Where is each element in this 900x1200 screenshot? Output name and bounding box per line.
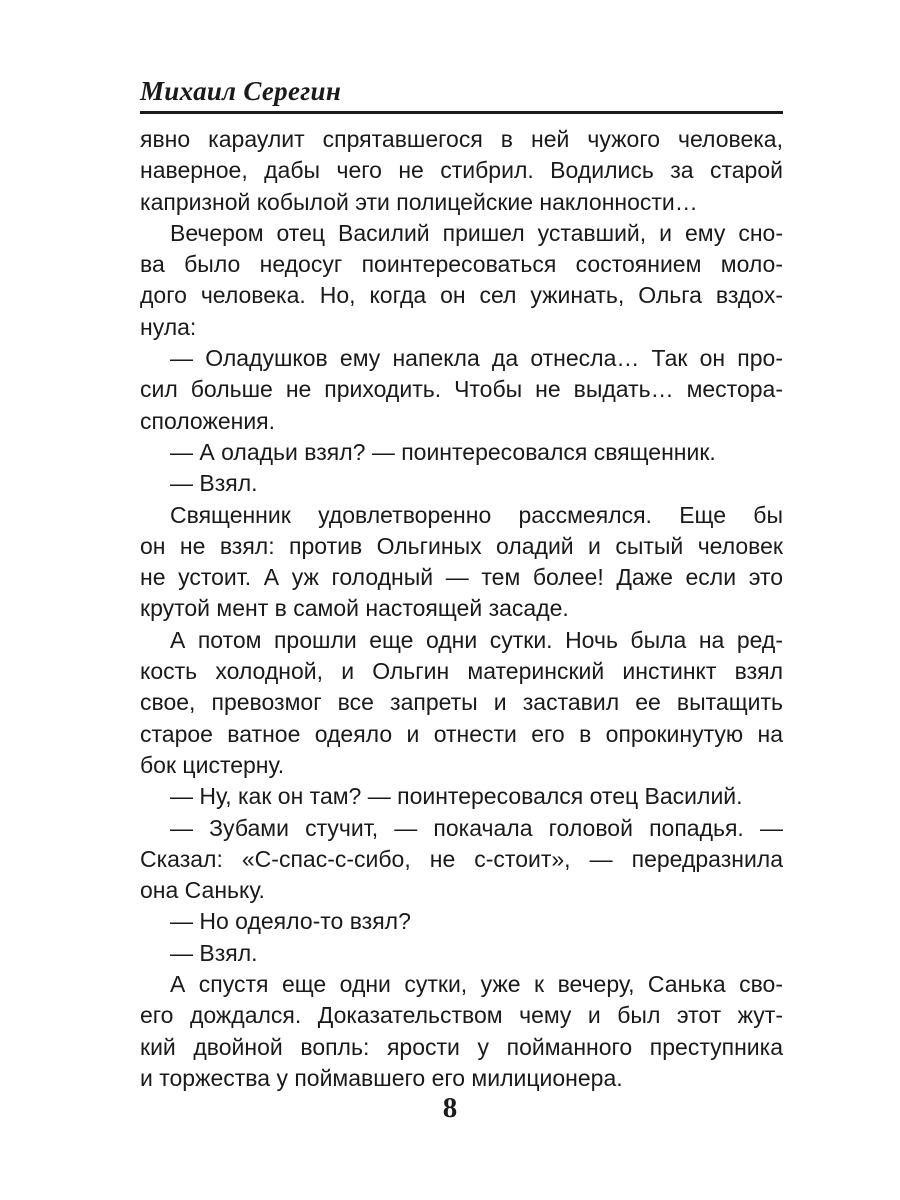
text-line: и торжества у поймавшего его милиционера. <box>140 1064 623 1091</box>
text-line: сположения. <box>140 407 276 434</box>
text-line: А потом прошли еще одни сутки. Ночь была на ред- <box>170 626 783 653</box>
text-line: бок цистерну. <box>140 751 285 778</box>
text-line: он не взял: против Ольгиных оладий и сытый человек <box>140 532 783 559</box>
text-line: — Но одеяло-то взял? <box>170 908 411 935</box>
text-line: А спустя еще одни сутки, уже к вечеру, Санька сво- <box>170 971 783 998</box>
text-line: — Ну, как он там? — поинтересовался отец Василий. <box>170 783 743 810</box>
text-line: — Взял. <box>170 470 258 497</box>
text-line: крутой мент в самой настоящей засаде. <box>140 595 569 622</box>
text-line: Священник удовлетворенно рассмеялся. Еще бы <box>170 501 783 528</box>
header-divider <box>140 111 783 114</box>
text-line: кий двойной вопль: ярости у пойманного преступника <box>140 1033 783 1060</box>
text-line: наверное, дабы чего не стибрил. Водились за старой <box>140 157 783 184</box>
page-number: 8 <box>442 1092 458 1124</box>
text-line: она Саньку. <box>140 877 265 904</box>
text-line: — А оладьи взял? — поинтересовался священник. <box>170 438 716 465</box>
text-line: старое ватное одеяло и отнести его в опрокинутую на <box>140 720 783 747</box>
text-line: Вечером отец Василий пришел уставший, и ему сно- <box>170 219 783 246</box>
running-header-author: Михаил Серегин <box>140 76 342 106</box>
text-line: его дождался. Доказательством чему и был этот жут- <box>140 1002 783 1029</box>
text-line: свое, превозмог все запреты и заставил ее вытащить <box>140 689 783 716</box>
text-line: — Оладушков ему напекла да отнесла… Так он про- <box>170 345 783 372</box>
text-line: явно караулит спрятавшегося в ней чужого человека, <box>140 126 783 152</box>
page-body-text <box>140 124 783 1094</box>
text-line: ва было недосуг поинтересоваться состоянием моло- <box>140 251 783 278</box>
text-line: капризной кобылой эти полицейские наклонности… <box>140 188 698 215</box>
text-line: не устоит. А уж голодный — тем более! Даже если это <box>140 564 783 591</box>
text-line: нула: <box>140 313 197 340</box>
text-line: — Зубами стучит, — покачала головой попадья. — <box>170 814 783 841</box>
text-line: дого человека. Но, когда он сел ужинать, Ольга вздох- <box>140 282 783 309</box>
text-line: — Взял. <box>170 939 258 966</box>
text-line: Сказал: «С-спас-с-сибо, не с-стоит», — передразнила <box>140 845 783 872</box>
text-line: кость холодной, и Ольгин материнский инстинкт взял <box>140 658 783 685</box>
text-line: сил больше не приходить. Чтобы не выдать… местора- <box>140 376 783 403</box>
